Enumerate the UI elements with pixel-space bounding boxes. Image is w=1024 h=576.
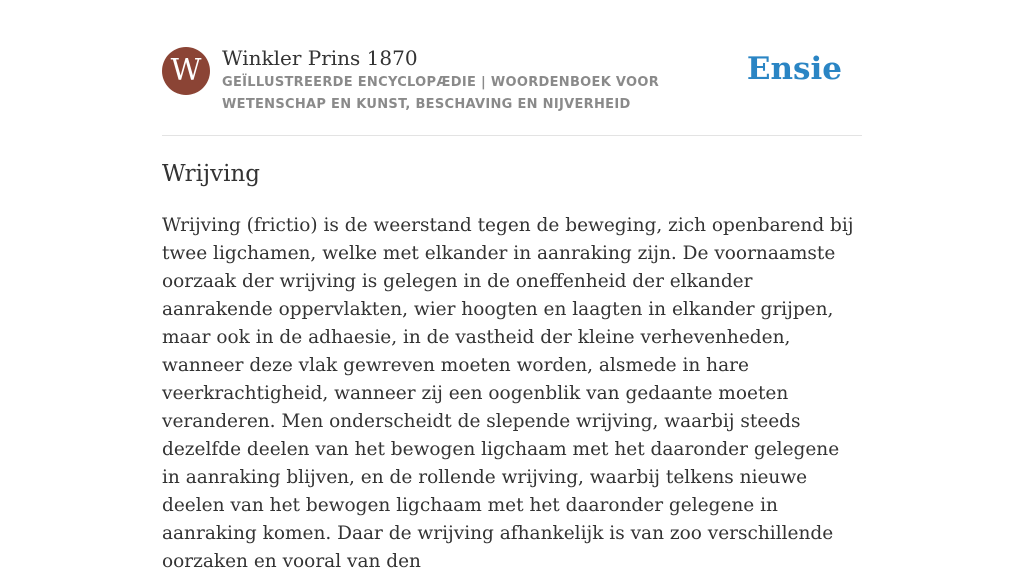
source-avatar[interactable]: W xyxy=(162,47,210,95)
article-body: Wrijving (frictio) is de weerstand tegen de beweging, zich openbarend bij twee ligchamen, welke met elkander in aanraking zijn. De voornaamste oorzaak der wrijving is gelegen in de oneffenheid der elkander aanrakende oppervlakten, wier hoogten en laagten in elkander grijpen, maar ook in de adhaesie, in de vastheid der kleine verhevenheden, wanneer deze vlak gewreven moeten worden, alsmede in hare veerkrachtigheid, wanneer zij een oogenblik van gedaante moeten veranderen. Men onderscheidt de slepende wrijving, waarbij steeds dezelfde deelen van het bewogen ligchaam met het daaronder gelegene in aanraking blijven, en de rollende wrijving, waarbij telkens nieuwe deelen van het bewogen ligchaam met het daaronder gelegene in aanraking komen. Daar de wrijving afhankelijk is van zoo verschillende oorzaken en vooral van den xyxy=(162,215,854,572)
article-title: Wrijving xyxy=(162,161,260,187)
brand-logo[interactable]: Ensie xyxy=(746,51,842,87)
source-header xyxy=(162,44,862,116)
header-divider xyxy=(162,135,862,136)
source-title[interactable]: Winkler Prins 1870 xyxy=(222,46,418,70)
source-subtitle: GEÏLLUSTREERDE ENCYCLOPÆDIE | WOORDENBOEK VOOR WETENSCHAP EN KUNST, BESCHAVING EN NIJVERHEID xyxy=(222,75,660,112)
